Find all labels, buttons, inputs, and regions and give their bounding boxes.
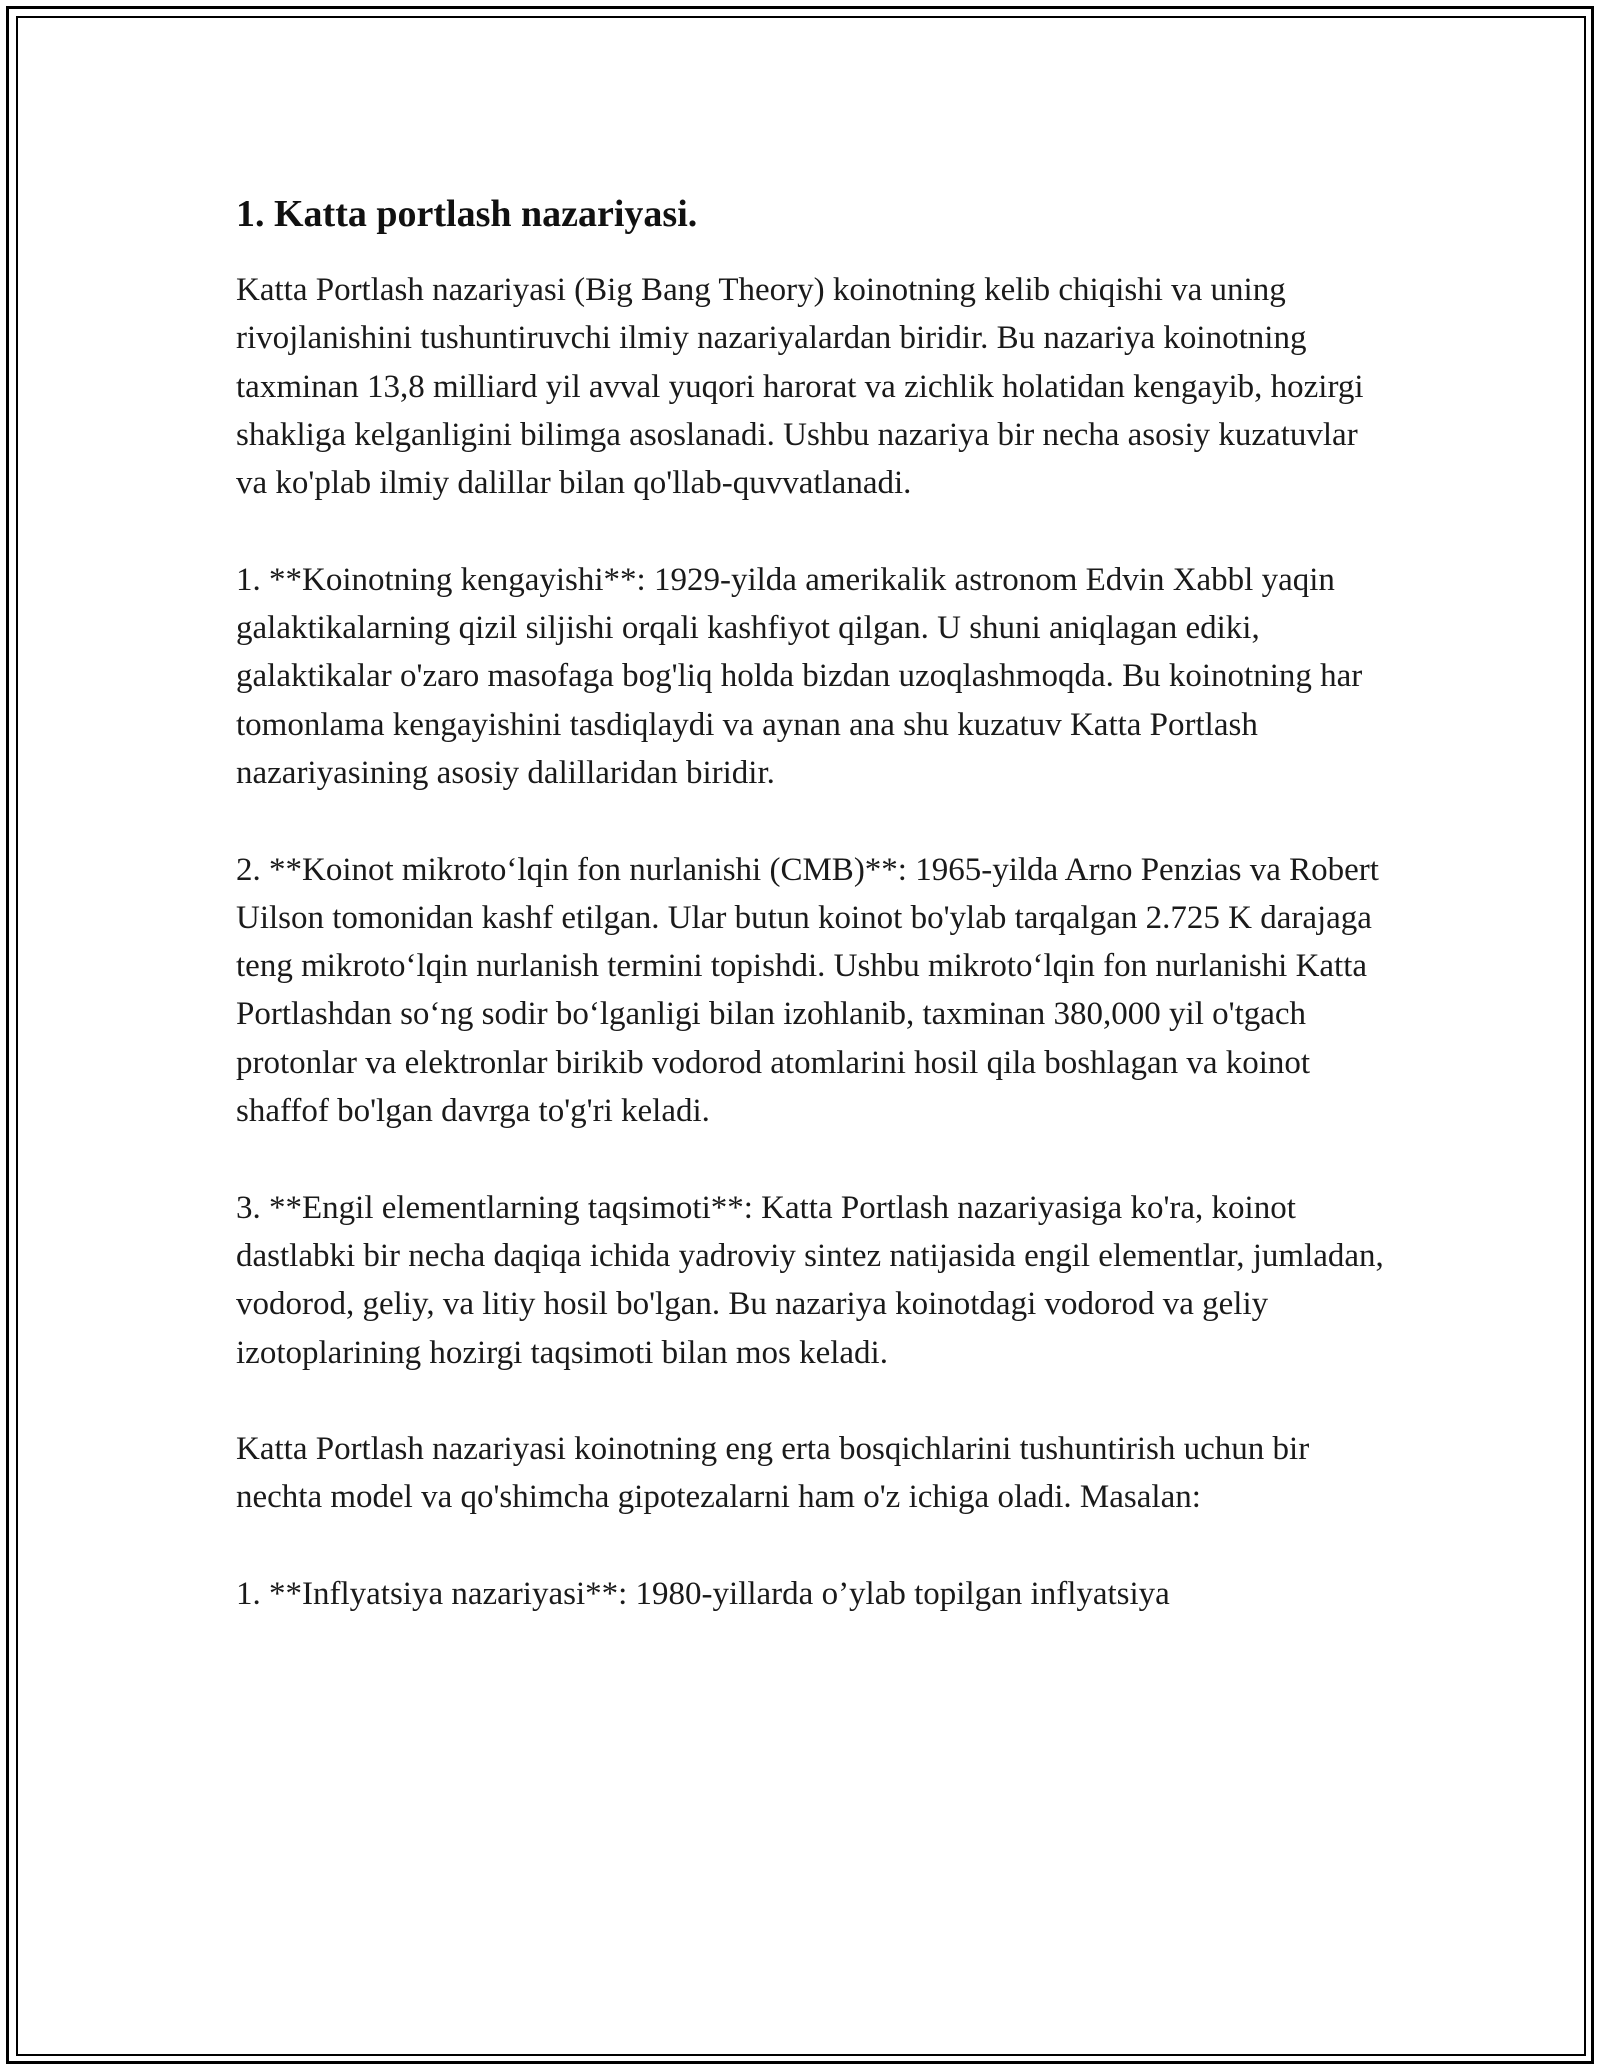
document-heading: 1. Katta portlash nazariyasi.: [236, 193, 698, 235]
intro-paragraph: Katta Portlash nazariyasi (Big Bang Theory) koinotning kelib chiqishi va uning rivojlanishini tushuntiruvchi ilmiy nazariyalardan biridir. Bu nazariya koinotning taxminan 13,8 milliard yil avval yuqori harorat va zichlik holatidan kengayib, hozirgi shakliga kelganligini bilimga asoslanadi. Ushbu nazariya bir necha asosiy kuzatuvlar va ko'plab ilmiy dalillar bilan qo'llab-quvvatlanadi.: [236, 272, 1364, 502]
list-item-light-elements: 3. **Engil elementlarning taqsimoti**: Katta Portlash nazariyasiga ko'ra, koinot dastlabki bir necha daqiqa ichida yadroviy sintez natijasida engil elementlar, jumladan, vodorod, geliy, va litiy hosil bo'lgan. Bu nazariya koinotdagi vodorod va geliy izotoplarining hozirgi taqsimoti bilan mos keladi.: [236, 1189, 1384, 1371]
models-paragraph: Katta Portlash nazariyasi koinotning eng erta bosqichlarini tushuntirish uchun bir nechta model va qo'shimcha gipotezalarni ham o'z ichiga oladi. Masalan:: [236, 1431, 1310, 1516]
document-body: [236, 186, 1396, 1667]
list-item-cmb: 2. **Koinot mikroto‘lqin fon nurlanishi (CMB)**: 1965-yilda Arno Penzias va Robert Uilson tomonidan kashf etilgan. Ular butun koinot bo'ylab tarqalgan 2.725 K darajaga teng mikroto‘lqin nurlanish termini topishdi. Ushbu mikroto‘lqin fon nurlanishi Katta Portlashdan so‘ng sodir bo‘lganligi bilan izohlanib, taxminan 380,000 yil o'tgach protonlar va elektronlar birikib vodorod atomlarini hosil qila boshlagan va koinot shaffof bo'lgan davrga to'g'ri keladi.: [236, 851, 1379, 1130]
list-item-expansion: 1. **Koinotning kengayishi**: 1929-yilda amerikalik astronom Edvin Xabbl yaqin galaktikalarning qizil siljishi orqali kashfiyot qilgan. U shuni aniqlagan ediki, galaktikalar o'zaro masofaga bog'liq holda bizdan uzoqlashmoqda. Bu koinotning har tomonlama kengayishini tasdiqlaydi va aynan ana shu kuzatuv Katta Portlash nazariyasining asosiy dalillaridan biridir.: [236, 561, 1363, 791]
list-item-inflation: 1. **Inflyatsiya nazariyasi**: 1980-yillarda o’ylab topilgan inflyatsiya: [236, 1576, 1170, 1613]
